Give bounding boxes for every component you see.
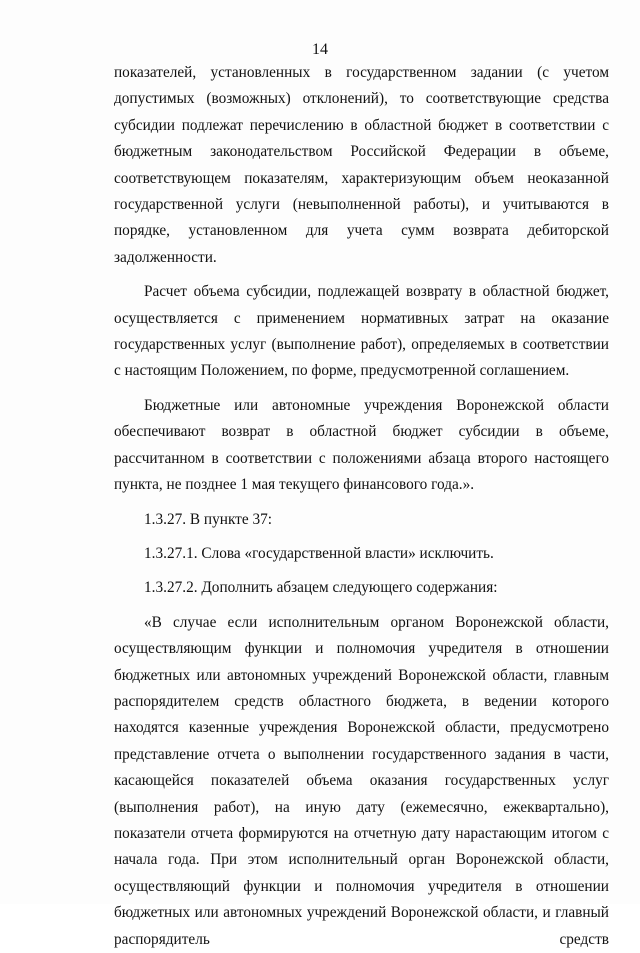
paragraph-continuation: показателей, установленных в государственном задании (с учетом допустимых (возможных) отклонений), то соответствующие средства субсидии подлежат перечислению в областной бюджет в соответствии с бюджетным законодательством Российской Федерации в объеме, соответствующем показателям, характеризующим объем неоказанной государственной услуги (невыполненной работы), и учитываются в порядке, установленном для учета сумм возврата дебиторской задолженности. bbox=[114, 64, 609, 266]
clause-1-3-27-1: 1.3.27.1. Слова «государственной власти» исключить. bbox=[144, 544, 494, 562]
document-body bbox=[114, 60, 609, 953]
clause-1-3-27-2: 1.3.27.2. Дополнить абзацем следующего содержания: bbox=[144, 579, 498, 597]
paragraph-quoted-addition: «В случае если исполнительным органом Воронежской области, осуществляющим функции и полномочия учредителя в отношении бюджетных или автономных учреждений Воронежской области, главным распорядителем средств областного бюджета, в ведении которого находятся казенные учреждения Воронежской области, предусмотрено представление отчета о выполнении государственного задания в части, касающейся показателей объема оказания государственных услуг (выполнения работ), на иную дату (ежемесячно, ежеквартально), показатели отчета формируются на отчетную дату нарастающим итогом с начала года. При этом исполнительный орган Воронежской области, осуществляющий функции и полномочия учредителя в отношении бюджетных или автономных учреждений Воронежской области, и главный распорядитель средств bbox=[114, 613, 609, 948]
clause-1-3-27: 1.3.27. В пункте 37: bbox=[144, 510, 273, 528]
paragraph-subsidy-calculation: Расчет объема субсидии, подлежащей возврату в областной бюджет, осуществляется с применением нормативных затрат на оказание государственных услуг (выполнение работ), определяемых в соответствии с настоящим Положением, по форме, предусмотренной соглашением. bbox=[114, 283, 609, 380]
page-number: 14 bbox=[312, 41, 328, 58]
paragraph-subsidy-return: Бюджетные или автономные учреждения Воронежской области обеспечивают возврат в областной бюджет субсидии в объеме, рассчитанном в соответствии с положениями абзаца второго настоящего пункта, не позднее 1 мая текущего финансового года.». bbox=[114, 396, 609, 494]
